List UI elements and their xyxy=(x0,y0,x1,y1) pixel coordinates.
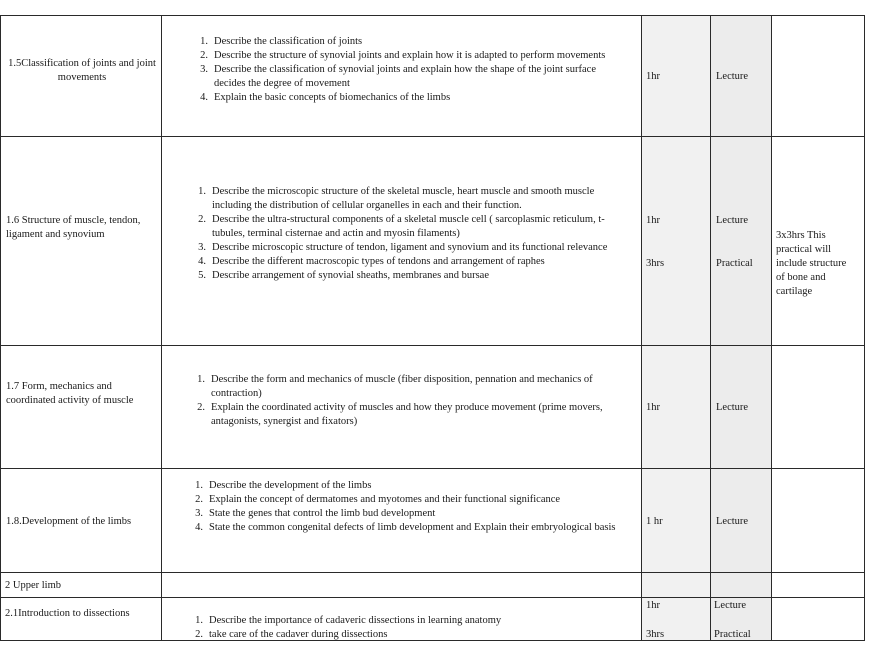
column-divider xyxy=(161,15,162,641)
method-cell: Lecture xyxy=(716,71,749,82)
topic-cell: 1.6 Structure of muscle, tendon, ligament and synovium xyxy=(6,215,141,240)
objective-item: 3. Describe microscopic structure of tendon, ligament and synovium and its functional relevance xyxy=(198,242,608,253)
row-divider xyxy=(0,572,865,573)
objective-item: 2. Explain the coordinated activity of muscles and how they produce movement (prime movers, antagonists, synergist and fixators) xyxy=(197,402,603,427)
objectives-list xyxy=(185,614,630,642)
duration-cell: 1hr xyxy=(646,71,660,82)
column-divider xyxy=(864,15,865,641)
section-heading: 2 Upper limb xyxy=(5,580,61,591)
objective-item: 2. Explain the concept of dermatomes and myotomes and their functional significance xyxy=(195,494,561,505)
objective-item: 3. State the genes that control the limb bud development xyxy=(195,508,436,519)
objective-item: 1. Describe the development of the limbs xyxy=(195,480,372,491)
objectives-list xyxy=(190,35,630,105)
objective-item: 5. Describe arrangement of synovial sheaths, membranes and bursae xyxy=(198,270,489,281)
duration-cell: 1hr xyxy=(646,215,660,226)
objective-item: 4. State the common congenital defects of limb development and Explain their embryological basis xyxy=(195,522,616,533)
objective-item: 1. Describe the microscopic structure of the skeletal muscle, heart muscle and smooth muscle including the distribution of cellular organelles in each and their function. xyxy=(198,186,595,211)
method-cell: Lecture xyxy=(714,600,747,611)
row-divider xyxy=(0,597,865,598)
method-cell: Practical xyxy=(716,258,753,269)
objective-item: 2. take care of the cadaver during dissections xyxy=(195,629,388,640)
topic-cell: 1.7 Form, mechanics and coordinated activity of muscle xyxy=(6,381,134,406)
objective-item: 2. Describe the structure of synovial joints and explain how it is adapted to perform movements xyxy=(200,50,606,61)
duration-cell: 1hr xyxy=(646,600,660,611)
column-shade-duration xyxy=(641,16,710,640)
objective-item: 1. Describe the classification of joints xyxy=(200,36,363,47)
duration-cell: 3hrs xyxy=(646,629,665,640)
objectives-list xyxy=(187,373,630,429)
method-cell: Lecture xyxy=(716,516,749,527)
column-divider xyxy=(710,15,711,641)
method-cell: Lecture xyxy=(716,402,749,413)
method-cell: Lecture xyxy=(716,215,749,226)
objective-item: 3. Describe the classification of synovial joints and explain how the shape of the joint surface decides the degree of movement xyxy=(200,64,596,89)
duration-cell: 3hrs xyxy=(646,258,665,269)
topic-cell: 1.8.Development of the limbs xyxy=(6,516,132,527)
column-shade-method xyxy=(711,16,771,640)
duration-cell: 1 hr xyxy=(646,516,663,527)
column-divider xyxy=(771,15,772,641)
objective-item: 4. Explain the basic concepts of biomechanics of the limbs xyxy=(200,92,451,103)
column-divider xyxy=(0,15,1,641)
row-divider xyxy=(0,345,865,346)
objective-item: 2. Describe the ultra-structural components of a skeletal muscle cell ( sarcoplasmic reticulum, t-tubules, terminal cisternae and actin and myosin filaments) xyxy=(198,214,605,239)
objective-item: 4. Describe the different macroscopic types of tendons and arrangement of raphes xyxy=(198,256,545,267)
row-divider xyxy=(0,468,865,469)
objectives-list xyxy=(188,185,630,283)
table-border-top xyxy=(0,15,865,16)
duration-cell: 1hr xyxy=(646,402,660,413)
column-divider xyxy=(641,15,642,641)
method-cell: Practical xyxy=(714,629,751,640)
remarks-cell: 3x3hrs This practical will include structure of bone and cartilage xyxy=(776,230,847,297)
topic-cell: 2.1Introduction to dissections xyxy=(5,608,130,619)
objective-item: 1. Describe the importance of cadaveric dissections in learning anatomy xyxy=(195,615,502,626)
topic-cell: 1.5Classification of joints and joint movements xyxy=(8,58,156,83)
objectives-list xyxy=(185,479,630,535)
row-divider xyxy=(0,136,865,137)
objective-item: 1. Describe the form and mechanics of muscle (fiber disposition, pennation and mechanics of contraction) xyxy=(197,374,593,399)
